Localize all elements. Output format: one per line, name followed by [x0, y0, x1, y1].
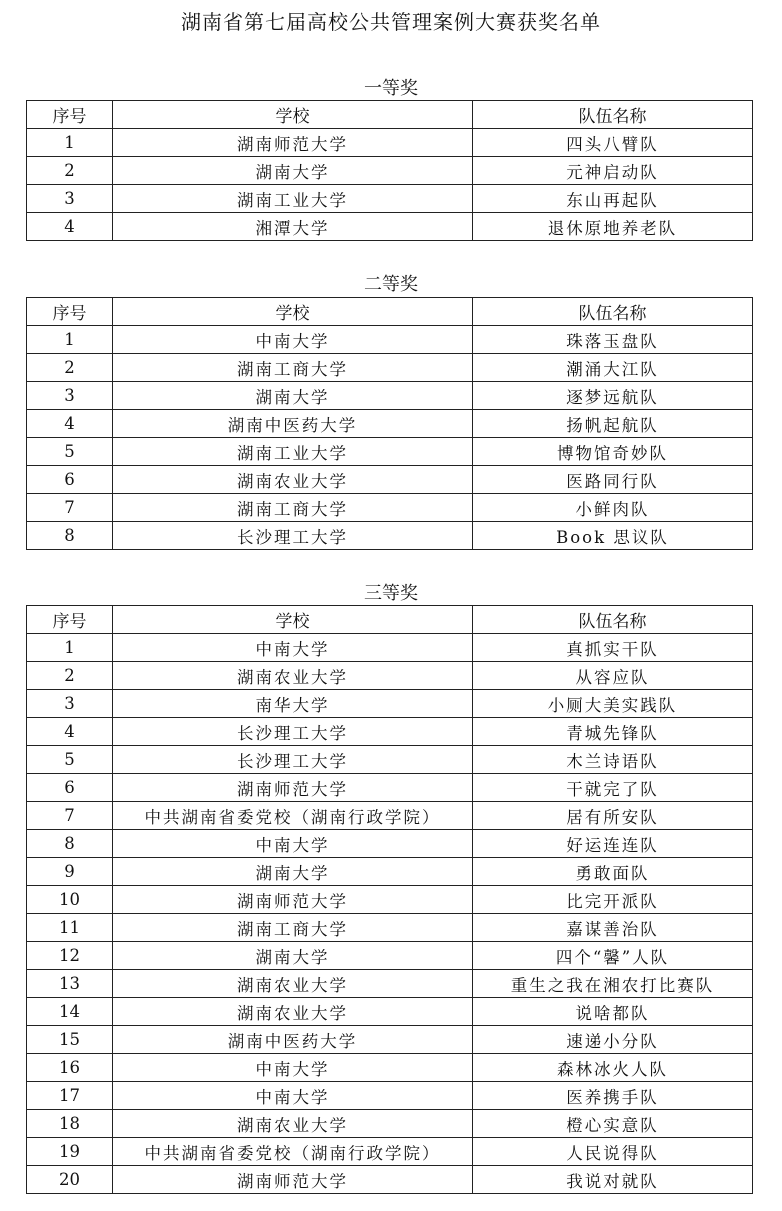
table-row — [27, 466, 753, 494]
cell-team: 医路同行队 — [473, 466, 753, 494]
cell-school: 湖南农业大学 — [113, 1110, 473, 1138]
cell-team: 小鲜肉队 — [473, 494, 753, 522]
cell-team: 橙心实意队 — [473, 1110, 753, 1138]
table-row — [27, 1054, 753, 1082]
table-header-row — [27, 101, 753, 129]
cell-school: 湖南工业大学 — [113, 438, 473, 466]
cell-no: 4 — [27, 213, 113, 241]
page-title: 湖南省第七届高校公共管理案例大赛获奖名单 — [181, 10, 601, 34]
cell-school: 中南大学 — [113, 830, 473, 858]
cell-school: 中南大学 — [113, 326, 473, 354]
cell-no: 3 — [27, 690, 113, 718]
cell-team: 东山再起队 — [473, 185, 753, 213]
cell-team: 从容应队 — [473, 662, 753, 690]
cell-team: 元神启动队 — [473, 157, 753, 185]
cell-team: 小厕大美实践队 — [473, 690, 753, 718]
cell-school: 长沙理工大学 — [113, 522, 473, 550]
table-row — [27, 886, 753, 914]
cell-team: 速递小分队 — [473, 1026, 753, 1054]
cell-school: 湖南大学 — [113, 157, 473, 185]
cell-school: 湖南农业大学 — [113, 998, 473, 1026]
cell-team: 我说对就队 — [473, 1166, 753, 1194]
table-row — [27, 998, 753, 1026]
cell-team: 四头八臂队 — [473, 129, 753, 157]
cell-no: 16 — [27, 1054, 113, 1082]
cell-no: 4 — [27, 410, 113, 438]
cell-no: 6 — [27, 466, 113, 494]
cell-school: 湖南大学 — [113, 382, 473, 410]
table-row — [27, 1138, 753, 1166]
table-row — [27, 914, 753, 942]
table-row — [27, 1110, 753, 1138]
cell-team: 退休原地养老队 — [473, 213, 753, 241]
table-row — [27, 746, 753, 774]
table-row — [27, 522, 753, 550]
table-header-row — [27, 606, 753, 634]
cell-school: 湖南师范大学 — [113, 1166, 473, 1194]
cell-no: 8 — [27, 830, 113, 858]
cell-team: 重生之我在湘农打比赛队 — [473, 970, 753, 998]
cell-no: 2 — [27, 662, 113, 690]
cell-school: 湖南中医药大学 — [113, 410, 473, 438]
table-row — [27, 858, 753, 886]
header-school: 学校 — [113, 606, 473, 634]
cell-school: 湖南中医药大学 — [113, 1026, 473, 1054]
cell-no: 1 — [27, 129, 113, 157]
cell-no: 13 — [27, 970, 113, 998]
cell-team: 说啥都队 — [473, 998, 753, 1026]
cell-no: 15 — [27, 1026, 113, 1054]
table-row — [27, 634, 753, 662]
cell-school: 中共湖南省委党校（湖南行政学院） — [113, 802, 473, 830]
section-heading-third-prize: 三等奖 — [364, 583, 418, 604]
table-row — [27, 690, 753, 718]
cell-no: 8 — [27, 522, 113, 550]
cell-no: 6 — [27, 774, 113, 802]
cell-team: 青城先锋队 — [473, 718, 753, 746]
cell-team: 干就完了队 — [473, 774, 753, 802]
table-row — [27, 718, 753, 746]
cell-team: 四个“馨”人队 — [473, 942, 753, 970]
cell-school: 湖南师范大学 — [113, 129, 473, 157]
header-school: 学校 — [113, 298, 473, 326]
table-row — [27, 213, 753, 241]
table-row — [27, 1166, 753, 1194]
cell-no: 17 — [27, 1082, 113, 1110]
cell-school: 中南大学 — [113, 1054, 473, 1082]
cell-school: 湘潭大学 — [113, 213, 473, 241]
cell-no: 2 — [27, 157, 113, 185]
second-prize-table — [26, 297, 753, 550]
table-header-row — [27, 298, 753, 326]
cell-team: 嘉谋善治队 — [473, 914, 753, 942]
table-row — [27, 438, 753, 466]
cell-no: 7 — [27, 494, 113, 522]
table-row — [27, 1026, 753, 1054]
cell-school: 湖南农业大学 — [113, 662, 473, 690]
cell-school: 湖南工商大学 — [113, 354, 473, 382]
cell-no: 4 — [27, 718, 113, 746]
table-row — [27, 942, 753, 970]
cell-school: 湖南农业大学 — [113, 466, 473, 494]
cell-team: 好运连连队 — [473, 830, 753, 858]
cell-no: 19 — [27, 1138, 113, 1166]
cell-team: Book 思议队 — [473, 522, 753, 550]
cell-school: 湖南农业大学 — [113, 970, 473, 998]
cell-team: 真抓实干队 — [473, 634, 753, 662]
header-no: 序号 — [27, 298, 113, 326]
table-row — [27, 774, 753, 802]
cell-no: 14 — [27, 998, 113, 1026]
cell-no: 1 — [27, 326, 113, 354]
cell-school: 中南大学 — [113, 1082, 473, 1110]
table-row — [27, 157, 753, 185]
cell-no: 9 — [27, 858, 113, 886]
cell-school: 湖南大学 — [113, 942, 473, 970]
table-row — [27, 326, 753, 354]
table-row — [27, 1082, 753, 1110]
table-row — [27, 970, 753, 998]
cell-school: 湖南师范大学 — [113, 774, 473, 802]
cell-no: 3 — [27, 185, 113, 213]
cell-no: 7 — [27, 802, 113, 830]
third-prize-table — [26, 605, 753, 1194]
header-school: 学校 — [113, 101, 473, 129]
cell-no: 1 — [27, 634, 113, 662]
table-row — [27, 185, 753, 213]
header-team: 队伍名称 — [473, 101, 753, 129]
cell-no: 5 — [27, 746, 113, 774]
table-row — [27, 382, 753, 410]
table-row — [27, 830, 753, 858]
table-row — [27, 494, 753, 522]
cell-no: 12 — [27, 942, 113, 970]
cell-team: 森林冰火人队 — [473, 1054, 753, 1082]
cell-school: 中南大学 — [113, 634, 473, 662]
cell-school: 湖南大学 — [113, 858, 473, 886]
table-row — [27, 662, 753, 690]
cell-school: 中共湖南省委党校（湖南行政学院） — [113, 1138, 473, 1166]
cell-no: 10 — [27, 886, 113, 914]
section-heading-first-prize: 一等奖 — [364, 78, 418, 99]
cell-team: 珠落玉盘队 — [473, 326, 753, 354]
cell-school: 湖南工业大学 — [113, 185, 473, 213]
cell-team: 逐梦远航队 — [473, 382, 753, 410]
cell-team: 潮涌大江队 — [473, 354, 753, 382]
table-row — [27, 802, 753, 830]
cell-team: 勇敢面队 — [473, 858, 753, 886]
cell-team: 比完开派队 — [473, 886, 753, 914]
table-row — [27, 129, 753, 157]
header-no: 序号 — [27, 606, 113, 634]
cell-team: 扬帆起航队 — [473, 410, 753, 438]
cell-team: 木兰诗语队 — [473, 746, 753, 774]
cell-no: 5 — [27, 438, 113, 466]
table-row — [27, 354, 753, 382]
header-no: 序号 — [27, 101, 113, 129]
first-prize-table — [26, 100, 753, 241]
table-row — [27, 410, 753, 438]
cell-no: 11 — [27, 914, 113, 942]
cell-no: 3 — [27, 382, 113, 410]
cell-school: 湖南工商大学 — [113, 494, 473, 522]
cell-school: 湖南师范大学 — [113, 886, 473, 914]
cell-no: 18 — [27, 1110, 113, 1138]
cell-team: 博物馆奇妙队 — [473, 438, 753, 466]
cell-no: 20 — [27, 1166, 113, 1194]
cell-team: 人民说得队 — [473, 1138, 753, 1166]
cell-school: 长沙理工大学 — [113, 718, 473, 746]
section-heading-second-prize: 二等奖 — [364, 274, 418, 295]
header-team: 队伍名称 — [473, 298, 753, 326]
cell-team: 居有所安队 — [473, 802, 753, 830]
cell-team: 医养携手队 — [473, 1082, 753, 1110]
cell-school: 湖南工商大学 — [113, 914, 473, 942]
header-team: 队伍名称 — [473, 606, 753, 634]
cell-school: 长沙理工大学 — [113, 746, 473, 774]
cell-school: 南华大学 — [113, 690, 473, 718]
cell-no: 2 — [27, 354, 113, 382]
